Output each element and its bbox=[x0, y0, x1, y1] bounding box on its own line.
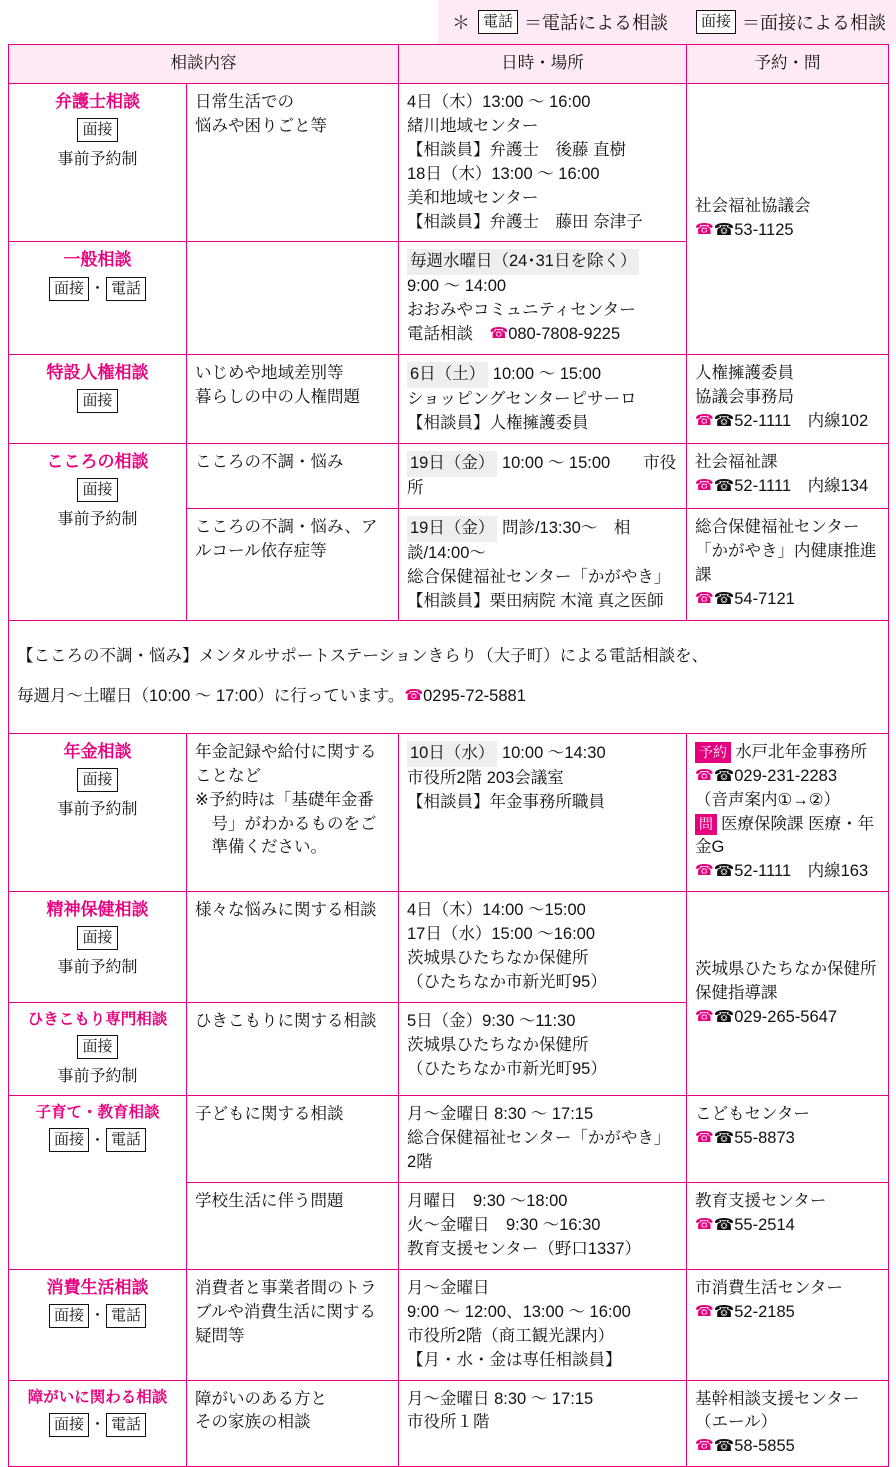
datetime-line: 【相談員】年金事務所職員 bbox=[407, 792, 605, 811]
detail-line: 障がいのある方と bbox=[195, 1389, 327, 1408]
category-note: 事前予約制 bbox=[57, 151, 138, 169]
datetime-line: 電話相談 ☎080-7808-9225 bbox=[407, 325, 621, 344]
detail-line: こころの不調・悩み、ア bbox=[195, 517, 378, 536]
datetime-line: （ひたちなか市新光町95） bbox=[407, 973, 607, 992]
tag-interview: 面接 bbox=[77, 118, 117, 142]
tag-separator: ・ bbox=[89, 1415, 105, 1433]
header-datetime: 日時・場所 bbox=[399, 45, 687, 84]
datetime-line: 教育支援センター（野口1337） bbox=[407, 1239, 642, 1258]
tag-separator: ・ bbox=[89, 279, 105, 297]
contact-line: （エール） bbox=[695, 1413, 778, 1432]
datetime-line: 4日（木）13:00 ～ 16:00 bbox=[407, 92, 591, 111]
category-tags bbox=[17, 1128, 178, 1152]
category-tags bbox=[17, 1413, 178, 1437]
contact-line: ☎☎52-1111 内線163 bbox=[695, 862, 869, 881]
contact-line: ☎☎54-7121 bbox=[695, 589, 795, 608]
legend-bar bbox=[0, 0, 896, 44]
legend-phone-text: ＝電話による相談 bbox=[523, 13, 668, 33]
tag-interview: 面接 bbox=[49, 1128, 89, 1152]
tag-phone: 電話 bbox=[106, 1413, 146, 1437]
detail-line: 準備ください。 bbox=[195, 838, 327, 857]
datetime-line: 19日（金） 10:00 ～ 15:00 市役所 bbox=[407, 451, 678, 501]
contact-line: ☎☎029-231-2283 bbox=[695, 766, 837, 785]
tag-separator: ・ bbox=[89, 1307, 105, 1325]
phone-icon: ☎ bbox=[695, 1007, 714, 1025]
phone-icon: ☎ bbox=[695, 862, 714, 880]
datetime-line: 月～金曜日 bbox=[407, 1278, 490, 1297]
datetime-cell bbox=[399, 443, 687, 508]
contact-line: ☎☎55-2514 bbox=[695, 1216, 795, 1235]
datetime-line: 【相談員】栗田病院 木滝 真之医師 bbox=[407, 591, 664, 610]
datetime-cell bbox=[399, 1096, 687, 1183]
datetime-line: 月曜日 9:30 ～18:00 bbox=[407, 1192, 568, 1211]
datetime-line: （ひたちなか市新光町95） bbox=[407, 1059, 607, 1078]
category-title: 精神保健相談 bbox=[46, 900, 149, 920]
datetime-line: おおみやコミュニティセンター bbox=[407, 301, 636, 320]
contact-line: 市消費生活センター bbox=[695, 1278, 843, 1297]
detail-cell: 学校生活に伴う問題 bbox=[187, 1183, 399, 1270]
legend-box bbox=[438, 0, 896, 44]
category-tags bbox=[17, 1035, 178, 1059]
table-row-note bbox=[9, 621, 889, 733]
datetime-line: 4日（木）14:00 ～15:00 bbox=[407, 901, 586, 920]
datetime-line: 緒川地域センター bbox=[407, 116, 539, 135]
datetime-highlight: 毎週水曜日（24･31日を除く） bbox=[407, 249, 639, 275]
contact-cell bbox=[687, 1183, 889, 1270]
datetime-line: 茨城県ひたちなか保健所 bbox=[407, 949, 589, 968]
detail-cell bbox=[187, 355, 399, 444]
contact-line: ☎☎53-1125 bbox=[695, 221, 794, 240]
datetime-cell bbox=[399, 892, 687, 1003]
datetime-line: 【相談員】人権擁護委員 bbox=[407, 413, 589, 432]
detail-line: ブルや消費生活に関する bbox=[195, 1302, 376, 1321]
datetime-cell bbox=[399, 1269, 687, 1380]
datetime-line: 5日（金）9:30 ～11:30 bbox=[407, 1012, 576, 1030]
datetime-cell bbox=[399, 1183, 687, 1270]
category-title: こころの相談 bbox=[46, 451, 149, 471]
tag-phone: 電話 bbox=[106, 1128, 146, 1152]
consultation-table bbox=[8, 44, 889, 1467]
contact-line: ☎☎55-8873 bbox=[695, 1129, 795, 1148]
datetime-cell bbox=[399, 355, 687, 444]
detail-cell bbox=[187, 733, 399, 892]
category-note: 事前予約制 bbox=[57, 1068, 138, 1086]
datetime-line: 火～金曜日 9:30 ～16:30 bbox=[407, 1216, 601, 1235]
datetime-highlight: 6日（土） bbox=[407, 362, 488, 388]
datetime-line: 10日（水） 10:00 ～14:30 bbox=[407, 741, 678, 767]
phone-icon: ☎ bbox=[695, 411, 714, 429]
category-human-rights bbox=[9, 355, 187, 444]
datetime-line bbox=[407, 249, 678, 275]
contact-line: ☎☎52-1111 内線102 bbox=[695, 411, 869, 430]
phone-icon: ☎ bbox=[695, 1302, 714, 1320]
contact-line: こどもセンター bbox=[695, 1105, 810, 1124]
contact-line: 社会福祉課 bbox=[695, 452, 778, 471]
contact-line: 協議会事務局 bbox=[695, 388, 794, 407]
detail-line: いじめや地域差別等 bbox=[195, 364, 344, 383]
category-title: 消費生活相談 bbox=[46, 1277, 149, 1297]
detail-cell bbox=[187, 508, 399, 621]
detail-line: 疑問等 bbox=[195, 1326, 245, 1345]
detail-line: その家族の相談 bbox=[195, 1413, 311, 1432]
contact-cell bbox=[687, 443, 889, 508]
datetime-line: 6日（土） 10:00 ～ 15:00 bbox=[407, 362, 678, 388]
note-line: 【こころの不調・悩み】メンタルサポートステーションきらり（大子町）による電話相談を、 bbox=[17, 646, 709, 665]
datetime-line: 【相談員】弁護士 後藤 直樹 bbox=[407, 140, 627, 159]
datetime-line: 市役所2階 203会議室 bbox=[407, 768, 564, 787]
detail-cell bbox=[187, 242, 399, 355]
category-tags bbox=[17, 277, 178, 301]
category-note: 事前予約制 bbox=[57, 959, 138, 977]
contact-line: ☎☎58-5855 bbox=[695, 1437, 795, 1456]
datetime-line: 総合保健福祉センター「かがやき」2階 bbox=[407, 1129, 671, 1172]
detail-cell bbox=[187, 83, 399, 242]
category-title: 特設人権相談 bbox=[46, 363, 149, 383]
datetime-line: 茨城県ひたちなか保健所 bbox=[407, 1035, 589, 1054]
category-disability bbox=[9, 1380, 187, 1467]
table-row bbox=[9, 355, 889, 444]
phone-icon: ☎ bbox=[695, 476, 714, 494]
category-tags bbox=[17, 926, 178, 950]
contact-line: 茨城県ひたちなか保健所 bbox=[695, 959, 877, 978]
datetime-highlight: 10日（水） bbox=[407, 741, 497, 767]
category-title: ひきこもり専門相談 bbox=[27, 1011, 168, 1028]
datetime-cell bbox=[399, 242, 687, 355]
category-childcare-education bbox=[9, 1096, 187, 1270]
reservation-badge: 予約 bbox=[695, 742, 731, 763]
datetime-cell bbox=[399, 83, 687, 242]
phone-icon: ☎ bbox=[695, 1437, 714, 1455]
category-tags bbox=[17, 1304, 178, 1328]
header-contact: 予約・問 bbox=[687, 45, 889, 84]
category-lawyer bbox=[9, 83, 187, 242]
table-row bbox=[9, 733, 889, 892]
category-psychiatric bbox=[9, 892, 187, 1003]
contact-cell bbox=[687, 1269, 889, 1380]
contact-cell bbox=[687, 508, 889, 621]
datetime-line: 【月・水・金は専任相談員】 bbox=[407, 1350, 622, 1369]
contact-line: 社会福祉協議会 bbox=[695, 197, 811, 216]
table-row bbox=[9, 1380, 889, 1467]
tag-interview: 面接 bbox=[77, 1035, 117, 1059]
datetime-highlight: 19日（金） bbox=[407, 451, 497, 477]
datetime-line: ショッピングセンターピサーロ bbox=[407, 390, 637, 409]
table-header-row bbox=[9, 45, 889, 84]
phone-icon: ☎ bbox=[695, 589, 714, 607]
datetime-line: 総合保健福祉センター「かがやき」 bbox=[407, 567, 671, 586]
tag-interview: 面接 bbox=[77, 768, 117, 792]
tag-phone-legend: 電話 bbox=[478, 10, 518, 34]
table-row bbox=[9, 443, 889, 508]
category-tags bbox=[17, 118, 178, 142]
tag-interview: 面接 bbox=[49, 277, 89, 301]
contact-line: 基幹相談支援センター bbox=[695, 1389, 860, 1408]
tag-interview: 面接 bbox=[49, 1304, 89, 1328]
datetime-line: 月～金曜日 8:30 ～ 17:15 bbox=[407, 1389, 594, 1408]
category-tags bbox=[17, 478, 178, 502]
datetime-line: 月～金曜日 8:30 ～ 17:15 bbox=[407, 1105, 594, 1124]
contact-line: 総合保健福祉センター bbox=[695, 517, 860, 536]
phone-icon: ☎ bbox=[695, 221, 714, 239]
table-row bbox=[9, 892, 889, 1003]
detail-line: ※予約時は「基礎年金番 bbox=[195, 790, 374, 809]
table-row bbox=[9, 83, 889, 242]
detail-line: 消費者と事業者間のトラ bbox=[195, 1278, 377, 1297]
category-hikikomori bbox=[9, 1003, 187, 1096]
detail-line: 年金記録や給付に関する bbox=[195, 742, 377, 761]
datetime-line: 市役所１階 bbox=[407, 1413, 490, 1432]
contact-cell bbox=[687, 1380, 889, 1467]
category-title: 年金相談 bbox=[63, 741, 132, 761]
tag-interview: 面接 bbox=[49, 1413, 89, 1437]
detail-line: 暮らしの中の人権問題 bbox=[195, 388, 360, 407]
phone-icon: ☎ bbox=[404, 687, 424, 705]
detail-cell: ひきこもりに関する相談 bbox=[187, 1003, 399, 1096]
detail-line: 号」がわかるものをご bbox=[195, 814, 377, 833]
datetime-line: 18日（木）13:00 ～ 16:00 bbox=[407, 164, 600, 183]
contact-line: 問 医療保険課 医療・年金G bbox=[695, 814, 875, 857]
detail-cell bbox=[187, 1269, 399, 1380]
detail-cell bbox=[187, 1380, 399, 1467]
header-content: 相談内容 bbox=[9, 45, 399, 84]
category-tags bbox=[17, 389, 178, 413]
contact-line: ☎☎029-265-5647 bbox=[695, 1007, 837, 1026]
tag-phone: 電話 bbox=[106, 1304, 146, 1328]
category-title: 子育て・教育相談 bbox=[35, 1104, 160, 1122]
contact-line: （音声案内①→②） bbox=[695, 790, 841, 809]
phone-icon: ☎ bbox=[489, 325, 509, 343]
note-cell bbox=[9, 621, 889, 733]
datetime-line: 美和地域センター bbox=[407, 188, 539, 207]
contact-line: 予約 水戸北年金事務所 bbox=[695, 741, 880, 765]
tag-interview: 面接 bbox=[77, 478, 117, 502]
tag-phone: 電話 bbox=[106, 277, 146, 301]
detail-line: ルコール依存症等 bbox=[195, 541, 327, 560]
category-title: 一般相談 bbox=[63, 250, 132, 270]
contact-cell bbox=[687, 83, 889, 354]
contact-line: ☎☎52-1111 内線134 bbox=[695, 476, 869, 495]
datetime-cell bbox=[399, 733, 687, 892]
datetime-highlight: 19日（金） bbox=[407, 516, 497, 542]
legend-interview-text: ＝面接による相談 bbox=[742, 13, 886, 33]
table-row bbox=[9, 1269, 889, 1380]
category-general bbox=[9, 242, 187, 355]
contact-line: 「かがやき」内健康推進課 bbox=[695, 541, 877, 584]
detail-cell: こころの不調・悩み bbox=[187, 443, 399, 508]
datetime-cell bbox=[399, 1380, 687, 1467]
category-consumer bbox=[9, 1269, 187, 1380]
tag-separator: ・ bbox=[89, 1131, 105, 1149]
category-pension bbox=[9, 733, 187, 892]
phone-icon: ☎ bbox=[695, 1216, 714, 1234]
detail-line: 日常生活での bbox=[195, 92, 294, 111]
detail-cell: 様々な悩みに関する相談 bbox=[187, 892, 399, 1003]
datetime-line: 9:00 ～ 14:00 bbox=[407, 277, 507, 296]
datetime-line: 【相談員】弁護士 藤田 奈津子 bbox=[407, 212, 643, 231]
category-title: 弁護士相談 bbox=[55, 91, 140, 111]
detail-line: 悩みや困りごと等 bbox=[195, 116, 327, 135]
contact-cell bbox=[687, 733, 889, 892]
datetime-line: 市役所2階（商工観光課内） bbox=[407, 1326, 615, 1345]
contact-line: ☎☎52-2185 bbox=[695, 1302, 795, 1321]
datetime-cell bbox=[399, 1003, 687, 1096]
datetime-cell bbox=[399, 508, 687, 621]
datetime-line: 9:00 ～ 12:00、13:00 ～ 16:00 bbox=[407, 1302, 631, 1321]
datetime-line: 19日（金） 問診/13:30～ 相談/14:00～ bbox=[407, 516, 678, 566]
category-mental-health bbox=[9, 443, 187, 621]
contact-line: 保健指導課 bbox=[695, 983, 778, 1002]
phone-icon: ☎ bbox=[695, 766, 714, 784]
tag-interview: 面接 bbox=[77, 389, 117, 413]
legend-star: ＊ bbox=[451, 13, 470, 33]
category-note: 事前予約制 bbox=[57, 800, 138, 818]
inquiry-badge: 問 bbox=[695, 814, 717, 835]
contact-cell bbox=[687, 355, 889, 444]
contact-cell bbox=[687, 892, 889, 1096]
category-note: 事前予約制 bbox=[57, 511, 138, 528]
contact-line: 人権擁護委員 bbox=[695, 364, 794, 383]
detail-cell: 子どもに関する相談 bbox=[187, 1096, 399, 1183]
table-row bbox=[9, 1096, 889, 1183]
phone-icon: ☎ bbox=[695, 1129, 714, 1147]
datetime-line: 17日（水）15:00 ～16:00 bbox=[407, 925, 596, 944]
contact-cell bbox=[687, 1096, 889, 1183]
category-title: 障がいに関わる相談 bbox=[27, 1388, 168, 1406]
tag-interview: 面接 bbox=[77, 926, 117, 950]
tag-interview-legend: 面接 bbox=[696, 10, 736, 34]
detail-line: ことなど bbox=[195, 766, 261, 785]
contact-line: 教育支援センター bbox=[695, 1192, 827, 1211]
note-line: 毎週月～土曜日（10:00 ～ 17:00）に行っています。☎0295-72-5881 bbox=[17, 687, 526, 706]
category-tags bbox=[17, 768, 178, 792]
